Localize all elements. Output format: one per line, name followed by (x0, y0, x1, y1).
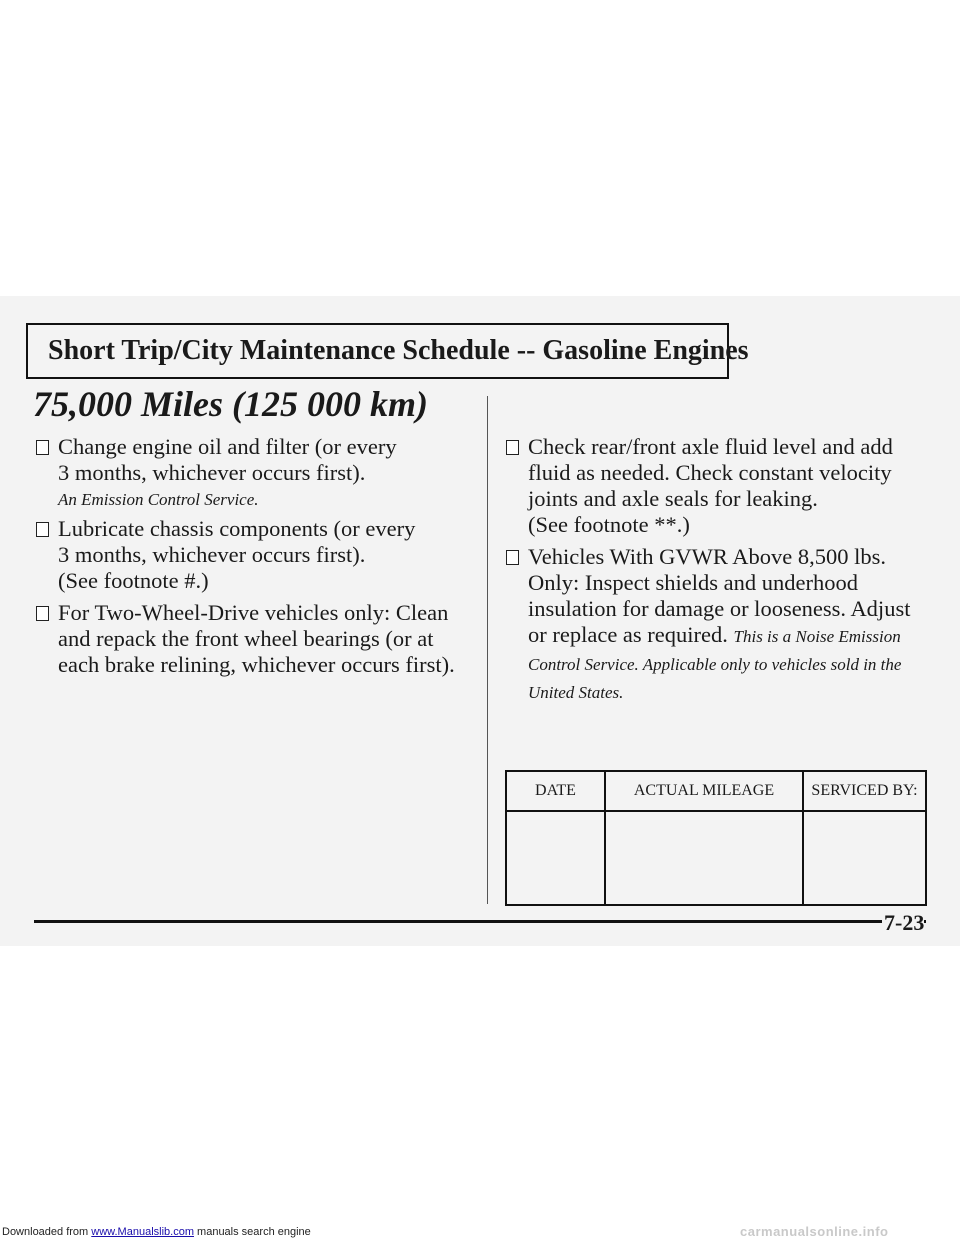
table-header-date: DATE (506, 771, 605, 811)
download-banner: Downloaded from www.Manualslib.com manuals search engine (2, 1226, 311, 1238)
schedule-header-title: Short Trip/City Maintenance Schedule -- Gasoline Engines (48, 335, 749, 366)
mileage-entry-cell[interactable] (605, 811, 803, 905)
table-header-serviced-by: SERVICED BY: (803, 771, 926, 811)
checklist-item-gvwr-shields: Vehicles With GVWR Above 8,500 lbs. Only: Inspect shields and underhood insulation for damage or looseness. Adjust or replace as required. This is a Noise Emission Control Service. Applicable only to vehicles sold in the United States. (505, 544, 935, 706)
column-divider (487, 396, 488, 904)
checkbox-icon[interactable] (36, 522, 49, 537)
page-number: 7-23 (884, 910, 925, 935)
service-record-table (505, 770, 927, 906)
checkbox-icon[interactable] (506, 440, 519, 455)
checklist-item-axle-fluid: Check rear/front axle fluid level and add fluid as needed. Check constant velocity joints and axle seals for leaking. (See footnote **.) (505, 434, 935, 538)
checklist-item-wheel-bearings: For Two-Wheel-Drive vehicles only: Clean and repack the front wheel bearings (or at each brake relining, whichever occurs first). (35, 600, 480, 678)
mileage-section-title: 75,000 Miles (125 000 km) (33, 384, 428, 424)
right-column (505, 434, 935, 708)
checkbox-icon[interactable] (506, 550, 519, 565)
checklist-item-engine-oil: Change engine oil and filter (or every 3 months, whichever occurs first). (35, 434, 480, 486)
noise-emission-note: This is a Noise Emission Control Service. Applicable only to vehicles sold in the United States. (528, 627, 902, 702)
left-column (35, 434, 480, 680)
site-watermark: carmanualsonline.info (740, 1224, 889, 1239)
checkbox-icon[interactable] (36, 440, 49, 455)
table-header-mileage: ACTUAL MILEAGE (605, 771, 803, 811)
date-entry-cell[interactable] (506, 811, 605, 905)
emission-note: An Emission Control Service. (58, 490, 259, 509)
footer-rule (34, 920, 926, 923)
manualslib-link[interactable]: www.Manualslib.com (91, 1226, 194, 1238)
checkbox-icon[interactable] (36, 606, 49, 621)
checklist-item-chassis: Lubricate chassis components (or every 3 months, whichever occurs first). (See footnote #.) (35, 516, 480, 594)
serviced-by-entry-cell[interactable] (803, 811, 926, 905)
